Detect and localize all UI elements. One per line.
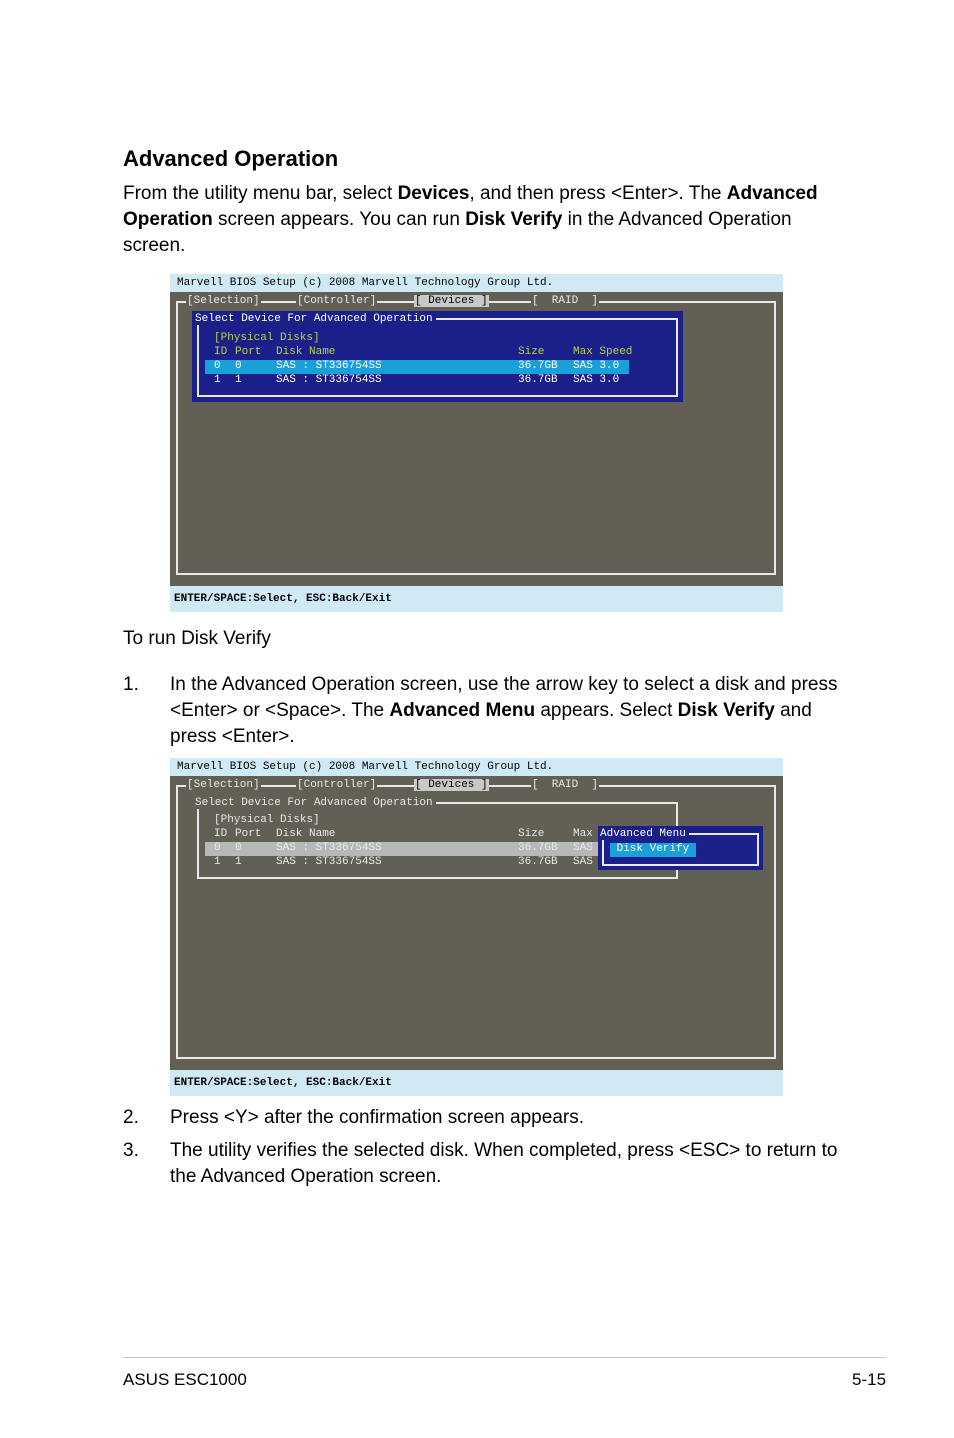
bios-status-bar: ENTER/SPACE:Select, ESC:Back/Exit: [174, 1077, 392, 1089]
bios-status-bar: ENTER/SPACE:Select, ESC:Back/Exit: [174, 593, 392, 605]
panel-title: Select Device For Advanced Operation: [195, 797, 436, 809]
step-2-text: Press <Y> after the confirmation screen appears.: [170, 1107, 584, 1128]
step-1-text: In the Advanced Operation screen, use the arrow key to select a disk and press <Enter> or <Space>. The Advanced Menu appears. Select Disk Verify and press <Enter>.: [170, 674, 838, 747]
section-heading: Advanced Operation: [123, 146, 339, 171]
disk-row[interactable]: 0 0 SAS : ST336754SS 36.7GB SAS: [205, 842, 599, 856]
bios-screen-advanced-operation: [170, 274, 783, 612]
physical-disks-label: [Physical Disks]: [214, 332, 320, 344]
footer-divider: [123, 1357, 886, 1358]
select-device-panel: [192, 311, 683, 402]
bios-title: Marvell BIOS Setup (c) 2008 Marvell Technology Group Ltd.: [177, 277, 554, 289]
step-3-text: The utility verifies the selected disk. When completed, press <ESC> to return to the Advanced Operation screen.: [170, 1140, 838, 1187]
bios-screen-advanced-menu: [170, 758, 783, 1096]
footer-page-number: 5-15: [852, 1370, 887, 1389]
tab-controller[interactable]: [Controller]: [297, 295, 377, 307]
tab-selection[interactable]: [Selection]: [187, 295, 260, 307]
tab-raid[interactable]: [ RAID ]: [532, 295, 599, 307]
disk-verify-menu-item[interactable]: Disk Verify: [610, 843, 696, 855]
physical-disks-label: [Physical Disks]: [214, 814, 320, 826]
disk-row[interactable]: 1 1 SAS : ST336754SS 36.7GB SAS 3.0: [214, 374, 620, 386]
step-2-number: 2.: [123, 1107, 139, 1128]
panel-title: Select Device For Advanced Operation: [195, 313, 436, 325]
tab-selection[interactable]: [Selection]: [187, 779, 260, 791]
tab-devices[interactable]: [ Devices ]: [415, 779, 488, 791]
advanced-menu-popup: [598, 826, 763, 870]
disk-row[interactable]: 0 0 SAS : ST336754SS 36.7GB SAS 3.0: [205, 360, 629, 374]
tab-raid[interactable]: [ RAID ]: [532, 779, 599, 791]
column-headers: ID Port Disk Name Size Max Speed: [214, 346, 633, 358]
to-run-label: To run Disk Verify: [123, 628, 271, 649]
tab-controller[interactable]: [Controller]: [297, 779, 377, 791]
bios-title: Marvell BIOS Setup (c) 2008 Marvell Technology Group Ltd.: [177, 761, 554, 773]
footer-product: ASUS ESC1000: [123, 1370, 247, 1389]
advanced-menu-title: Advanced Menu: [600, 828, 689, 840]
column-headers: ID Port Disk Name Size Max: [214, 828, 593, 840]
tab-devices[interactable]: [ Devices ]: [415, 295, 488, 307]
intro-paragraph: From the utility menu bar, select Devices, and then press <Enter>. The Advanced Operation screen appears. You can run Disk Verify in the Advanced Operation screen.: [123, 183, 818, 256]
disk-row[interactable]: 1 1 SAS : ST336754SS 36.7GB SAS: [214, 856, 593, 868]
step-3-number: 3.: [123, 1140, 139, 1161]
step-1-number: 1.: [123, 674, 139, 695]
